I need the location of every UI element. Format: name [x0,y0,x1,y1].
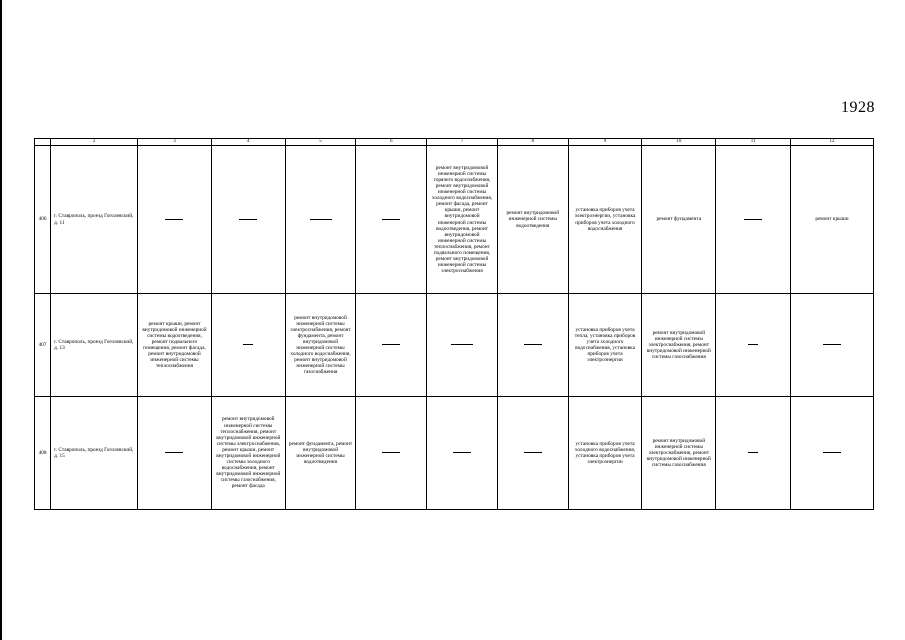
empty-dash-cell [791,397,874,510]
header-cell: 9 [568,139,642,146]
dash-mark [239,219,257,220]
work-cell: ремонт внутридомовой инженерной системы горячего водоснабжения, ремонт внутридомовой инженерной системы холодного водоснабжения, ремонт фасада, ремонт крыши, ремонт внутридомовой инженерной системы водоотведения, ремонт внутридомовой инженерной системы теплоснабжения, ремонт подвального помещения, ремонт внутридомовой инженерной системы электроснабжения [427,146,498,294]
address-cell: г. Ставрополь, проезд Гоголевский, д. 13 [51,294,138,397]
empty-dash-cell [497,294,568,397]
work-cell: ремонт внутридомовой инженерной системы электроснабжения, ремонт внутридомовой инженерной системы газоснабжения [642,397,716,510]
dash-mark [453,452,471,453]
repair-plan-table [34,138,874,510]
work-cell: ремонт внутридомовой инженерной системы электроснабжения, ремонт внутридомовой инженерной системы газоснабжения [642,294,716,397]
work-cell: ремонт крыши [791,146,874,294]
header-cell: 3 [138,139,212,146]
work-cell: ремонт внутридомовой инженерной системы электроснабжения, ремонт фундамента, ремонт внутридомовой инженерной системы холодного водоснабжения, ремонт внутридомовой инженерной системы газоснабжения [285,294,356,397]
dash-mark [823,344,841,345]
work-cell: ремонт фундамента [642,146,716,294]
dash-mark [524,452,542,453]
empty-dash-cell [211,146,285,294]
work-cell: установка приборов учета холодного водоснабжения, установка приборов учета электроэнергии [568,397,642,510]
dash-mark [524,344,542,345]
table-row [35,397,874,510]
work-cell: установка приборов учета электроэнергии, установка приборов учета холодного водоснабжения [568,146,642,294]
address-cell: г. Ставрополь, проезд Гоголевский, д. 11 [51,146,138,294]
dash-mark [382,219,400,220]
dash-mark [382,452,400,453]
work-cell: ремонт фундамента, ремонт внутридомовой инженерной системы водоотведения [285,397,356,510]
header-cell [35,139,51,146]
dash-mark [243,344,253,345]
header-cell: 4 [211,139,285,146]
header-cell: 11 [716,139,791,146]
empty-dash-cell [211,294,285,397]
empty-dash-cell [716,294,791,397]
empty-dash-cell [138,397,212,510]
empty-dash-cell [716,397,791,510]
empty-dash-cell [356,294,427,397]
dash-mark [382,344,400,345]
table-row [35,146,874,294]
dash-mark [823,452,841,453]
row-number: 408 [35,397,51,510]
dash-mark [748,344,758,345]
work-cell: ремонт крыши, ремонт внутридомовой инженерной системы водоотведения, ремонт подвального помещения, ремонт фасада, ремонт внутридомовой инженерной системы теплоснабжения [138,294,212,397]
header-cell: 5 [285,139,356,146]
empty-dash-cell [356,397,427,510]
work-cell: установка приборов учета тепла, установка приборов учета холодного водоснабжения, установка приборов учета электроэнергии [568,294,642,397]
empty-dash-cell [791,294,874,397]
row-number: 407 [35,294,51,397]
address-cell: г. Ставрополь, проезд Гоголевский, д. 15 [51,397,138,510]
dash-mark [165,219,183,220]
dash-mark [451,344,473,345]
page-number: 1928 [841,99,875,116]
work-cell: ремонт внутридомовой инженерной системы водоотведения [497,146,568,294]
dash-mark [748,452,758,453]
empty-dash-cell [285,146,356,294]
work-cell: ремонт внутридомовой инженерной системы теплоснабжения, ремонт внутридомовой инженерной системы электроснабжения, ремонт крыши, ремонт внутридомовой инженерной системы холодного водоснабжения, ремонт внутридомовой инженерной системы газоснабжения, ремонт фасада [211,397,285,510]
table-row [35,294,874,397]
empty-dash-cell [138,146,212,294]
header-cell: 6 [356,139,427,146]
dash-mark [310,219,332,220]
header-cell: 10 [642,139,716,146]
empty-dash-cell [497,397,568,510]
row-number: 406 [35,146,51,294]
empty-dash-cell [716,146,791,294]
empty-dash-cell [427,397,498,510]
dash-mark [165,452,183,453]
page-left-edge [0,0,2,640]
dash-mark [744,219,762,220]
header-cell: 7 [427,139,498,146]
table-header-row [35,139,874,146]
header-cell: 8 [497,139,568,146]
header-cell: 12 [791,139,874,146]
empty-dash-cell [427,294,498,397]
header-cell: 2 [51,139,138,146]
empty-dash-cell [356,146,427,294]
